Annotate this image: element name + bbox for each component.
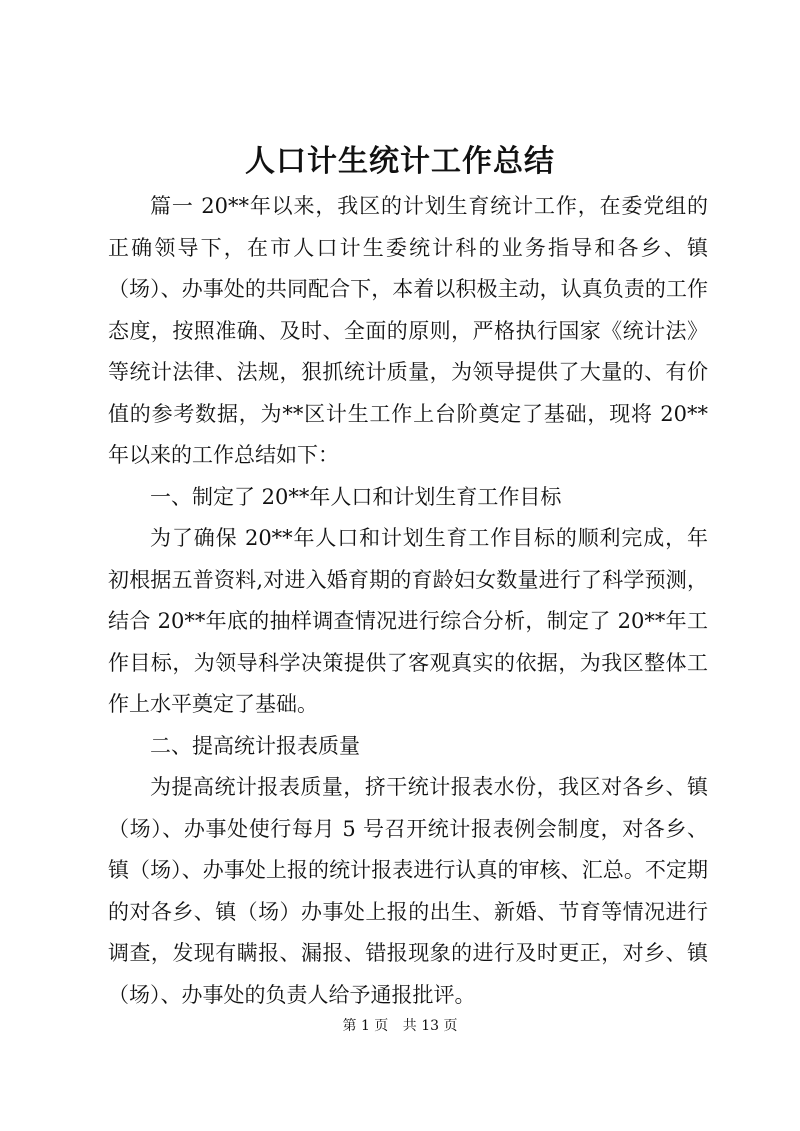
section-heading-2: 二、提高统计报表质量 — [150, 733, 360, 758]
page-footer — [0, 1016, 800, 1036]
document-title: 人口计生统计工作总结 — [245, 144, 555, 179]
paragraph-section-1: 为了确保 20**年人口和计划生育工作目标的顺利完成，年初根据五普资料,对进入婚育期的育龄妇女数量进行了科学预测，结合 20**年底的抽样调查情况进行综合分析，制定了 20**年工作目标，为领导科学决策提供了客观真实的依据，为我区整体工作上水平奠定了基础。 — [108, 526, 708, 716]
paragraph-section-2: 为提高统计报表质量，挤干统计报表水份，我区对各乡、镇（场）、办事处使行每月 5 号召开统计报表例会制度，对各乡、镇（场）、办事处上报的统计报表进行认真的审核、汇总。不定期的对各乡、镇（场）办事处上报的出生、新婚、节育等情况进行调查，发现有瞒报、漏报、错报现象的进行及时更正，对乡、镇（场）、办事处的负责人给予通报批评。 — [108, 775, 708, 1007]
page-total: 共 13 页 — [402, 1018, 458, 1034]
document-body — [108, 186, 708, 1016]
page-number: 第 1 页 — [342, 1018, 389, 1034]
paragraph-intro: 篇一 20**年以来，我区的计划生育统计工作，在委党组的正确领导下，在市人口计生委统计科的业务指导和各乡、镇（场）、办事处的共同配合下，本着以积极主动，认真负责的工作态度，按照准确、及时、全面的原则，严格执行国家《统计法》等统计法律、法规，狠抓统计质量，为领导提供了大量的、有价值的参考数据，为**区计生工作上台阶奠定了基础，现将 20**年以来的工作总结如下： — [108, 194, 708, 467]
section-heading-1: 一、制定了 20**年人口和计划生育工作目标 — [150, 484, 562, 509]
